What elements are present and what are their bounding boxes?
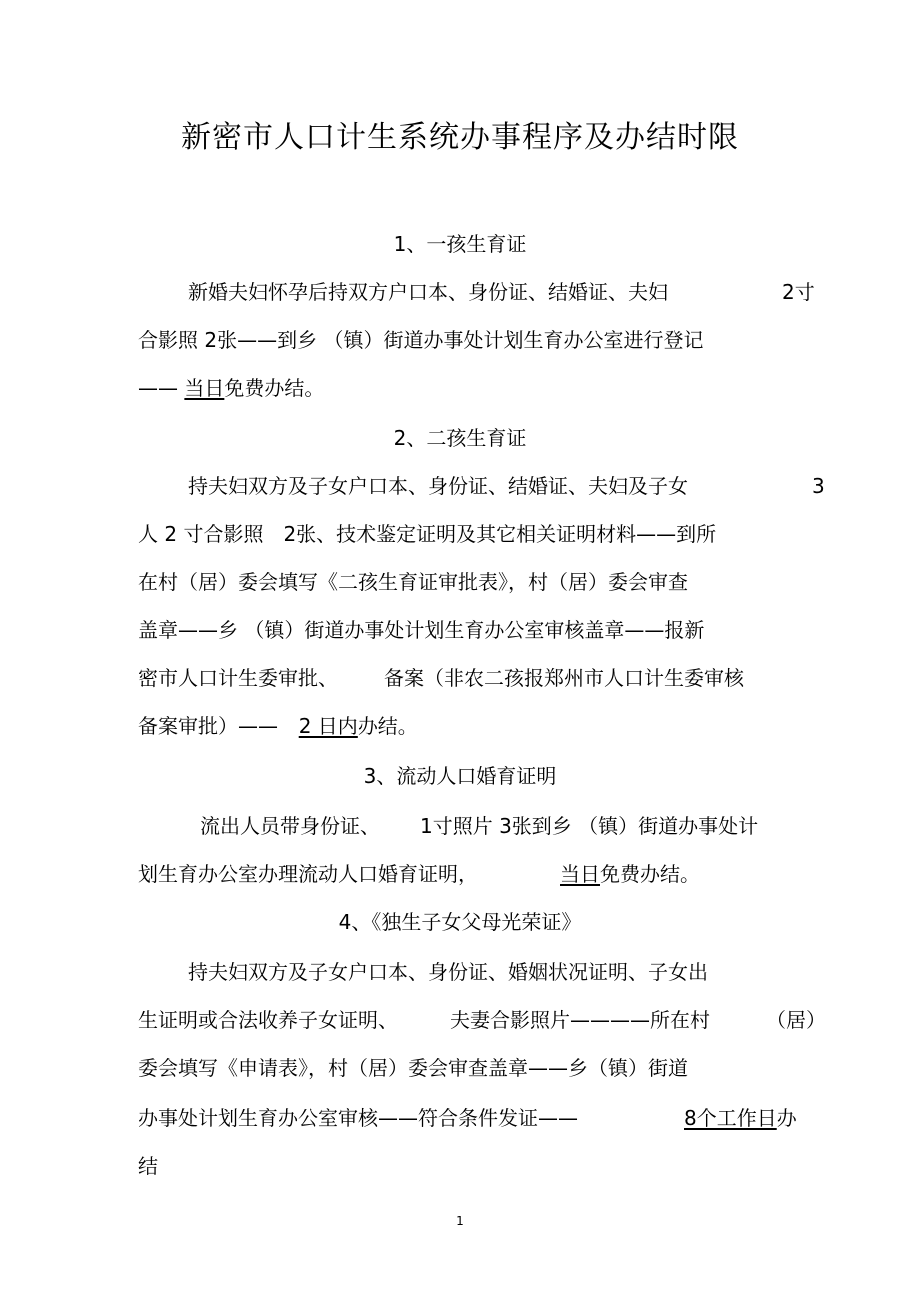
section-1-heading: 1、一孩生育证 (393, 232, 527, 256)
section-1-deadline: 当日 (184, 376, 225, 400)
section-2-line-1b: 3 (812, 474, 825, 498)
section-2-line-3: 在村（居）委会填写《二孩生育证审批表》，村（居）委会审查 (138, 570, 688, 594)
section-3-line-1b: 1寸照片 3张到乡 （镇）街道办事处计 (420, 814, 759, 838)
section-2-deadline: 2 日内 (298, 714, 358, 738)
section-4-line-5: 结 (138, 1154, 158, 1178)
section-1-line-1b: 2寸 (782, 280, 815, 304)
page-number: 1 (456, 1214, 464, 1228)
section-3-result: 免费办结。 (600, 862, 700, 886)
section-1-line-3 (138, 374, 324, 402)
section-3-line-1a: 流出人员带身份证、 (200, 814, 380, 838)
section-4-heading: 4、《独生子女父母光荣证》 (338, 910, 582, 934)
section-4-line-4a: 办事处计划生育办公室审核——符合条件发证—— (138, 1106, 578, 1130)
section-2-line-1a: 持夫妇双方及子女户口本、身份证、结婚证、夫妇及子女 (188, 474, 688, 498)
section-1-dash: —— (138, 376, 178, 400)
section-2-heading: 2、二孩生育证 (393, 426, 527, 450)
section-2-line-6 (138, 712, 418, 740)
section-1-line-1a: 新婚夫妇怀孕后持双方户口本、身份证、结婚证、夫妇 (188, 280, 668, 304)
section-2-line-5b: 备案（非农二孩报郑州市人口计生委审核 (384, 666, 744, 690)
section-2-line-4: 盖章——乡 （镇）街道办事处计划生育办公室审核盖章——报新 (138, 618, 705, 642)
section-3-line-2a: 划生育办公室办理流动人口婚育证明， (138, 862, 478, 886)
section-2-line-5a: 密市人口计生委审批、 (138, 666, 338, 690)
section-3-deadline: 当日 (560, 862, 600, 886)
section-3-heading: 3、流动人口婚育证明 (363, 764, 557, 788)
section-1-result: 免费办结。 (224, 376, 325, 400)
section-4-line-3: 委会填写《申请表》，村（居）委会审查盖章——乡（镇）街道 (138, 1056, 688, 1080)
section-4-line-1: 持夫妇双方及子女户口本、身份证、婚姻状况证明、子女出 (188, 960, 708, 984)
section-4-line-2b: 夫妻合影照片————所在村 (450, 1008, 710, 1032)
section-4-result: 办 (776, 1106, 797, 1130)
section-4-line-2a: 生证明或合法收养子女证明、 (138, 1008, 398, 1032)
section-4-line-2c: （居） (766, 1008, 826, 1032)
section-2-line-2: 人 2 寸合影照 2张、技术鉴定证明及其它相关证明材料——到所 (138, 522, 717, 546)
section-3-line-2-tail (560, 860, 700, 888)
section-1-line-2: 合影照 2张——到乡 （镇）街道办事处计划生育办公室进行登记 (138, 328, 704, 352)
section-4-deadline: 8个工作日 (684, 1106, 777, 1130)
section-2-line-6a: 备案审批）—— (138, 714, 278, 738)
section-2-result: 办结。 (357, 714, 418, 738)
page-title: 新密市人口计生系统办事程序及办结时限 (181, 120, 739, 155)
section-4-line-4-tail (684, 1104, 797, 1132)
